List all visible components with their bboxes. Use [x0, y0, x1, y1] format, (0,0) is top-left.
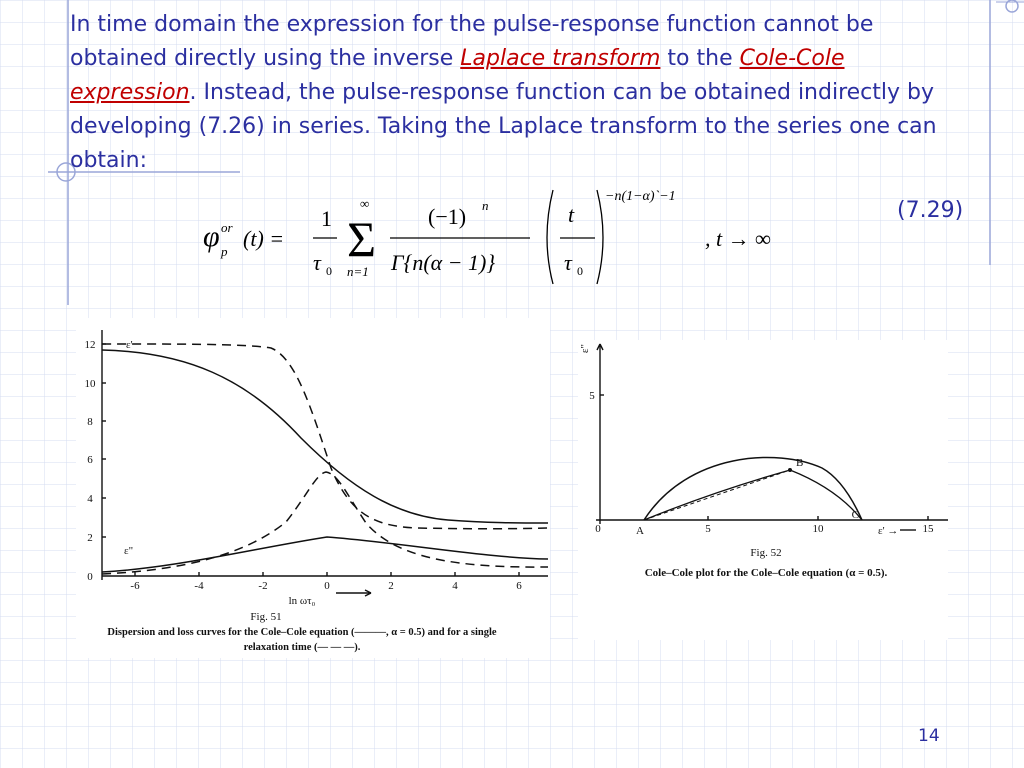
fig51-xtick-m6: -6 — [130, 580, 140, 592]
body-text-part2: to the — [660, 46, 740, 71]
eq-exponent: −n(1−α)`−1 — [605, 189, 676, 204]
fig51-eps2-label: ε" — [124, 545, 134, 557]
body-text-part3: . Instead, the pulse-response function can be obtained indirectly by developing (7.26) in series. Taking the Laplace transform to the series one can obtain: — [70, 80, 937, 173]
fig52-x-axis-label: ε' → — [878, 525, 899, 537]
body-text-part1: In time domain the expression for the pulse-response function cannot be obtained directly using the inverse — [70, 12, 874, 71]
laplace-transform-link[interactable]: Laplace transform — [460, 46, 661, 71]
eq-phi: φ — [203, 220, 220, 253]
fig51-eps1-label: ε' — [126, 339, 133, 351]
fig51-ytick-2: 2 — [87, 532, 93, 544]
fig52-caption-text: Cole–Cole plot for the Cole–Cole equation (α = 0.5). — [644, 567, 888, 579]
fig51-ytick-0: 0 — [87, 571, 93, 583]
fig52-point-c-label: C — [851, 509, 859, 521]
fig51-xtick-m2: -2 — [258, 580, 268, 592]
equation-number: (7.29) — [897, 198, 964, 223]
body-paragraph — [70, 8, 970, 178]
fig51-caption-line1: Dispersion and loss curves for the Cole–Cole equation (———, α = 0.5) and for a single — [107, 627, 497, 638]
eq-frac2-num-sup: n — [482, 198, 489, 213]
eq-phi-sup: or — [221, 220, 233, 235]
fig51-ytick-8: 8 — [87, 416, 93, 428]
fig52-ytick-5: 5 — [589, 390, 595, 402]
eq-sum-lower: n=1 — [347, 264, 369, 279]
eq-sum-upper: ∞ — [360, 196, 370, 211]
fig52-xtick-5: 5 — [705, 523, 711, 535]
cole-cole-expression-link[interactable]: Cole-Cole expression — [70, 46, 845, 105]
fig52-point-b-label: B — [796, 457, 804, 469]
eq-frac2-num: (−1) — [428, 204, 467, 229]
eq-frac3-den: τ — [564, 250, 572, 275]
figure-51-dispersion-loss-curves — [76, 318, 550, 658]
fig51-xtick-0: 0 — [324, 580, 330, 592]
fig52-y-axis-label: ε" — [579, 344, 591, 354]
fig51-ytick-12: 12 — [84, 339, 96, 351]
fig52-point-a-label: A — [636, 525, 644, 537]
equation-7-29 — [185, 180, 805, 290]
figure-52-cole-cole-plot — [578, 340, 948, 640]
fig51-ytick-4: 4 — [87, 493, 93, 505]
fig51-caption-title: Fig. 51 — [250, 611, 282, 623]
fig51-xtick-6: 6 — [516, 580, 522, 592]
eq-frac3-den-sub: 0 — [577, 264, 583, 278]
eq-frac1-num: 1 — [321, 206, 332, 231]
eq-frac1-den: τ — [313, 250, 321, 275]
eq-frac3-num: t — [568, 202, 575, 227]
fig52-xtick-0: 0 — [595, 523, 601, 535]
fig51-xtick-2: 2 — [388, 580, 394, 592]
eq-frac2-den: Γ{n(α − 1)} — [391, 250, 496, 275]
fig51-xtick-4: 4 — [452, 580, 458, 592]
eq-argument: (t) = — [243, 226, 285, 251]
fig51-x-axis-label: ln ωτ₀ — [288, 595, 316, 607]
fig52-caption-title: Fig. 52 — [750, 547, 782, 559]
fig51-caption-line2: relaxation time (— — —). — [243, 642, 361, 653]
page-number: 14 — [918, 726, 940, 746]
eq-sigma: Σ — [347, 211, 377, 267]
fig52-xtick-15: 15 — [922, 523, 934, 535]
fig52-xtick-10: 10 — [812, 523, 824, 535]
eq-frac1-den-sub: 0 — [326, 264, 332, 278]
eq-phi-sub: p — [221, 244, 228, 259]
eq-tail: , t → ∞ — [705, 226, 771, 251]
fig51-ytick-10: 10 — [84, 378, 96, 390]
fig51-ytick-6: 6 — [87, 454, 93, 466]
fig51-xtick-m4: -4 — [194, 580, 204, 592]
